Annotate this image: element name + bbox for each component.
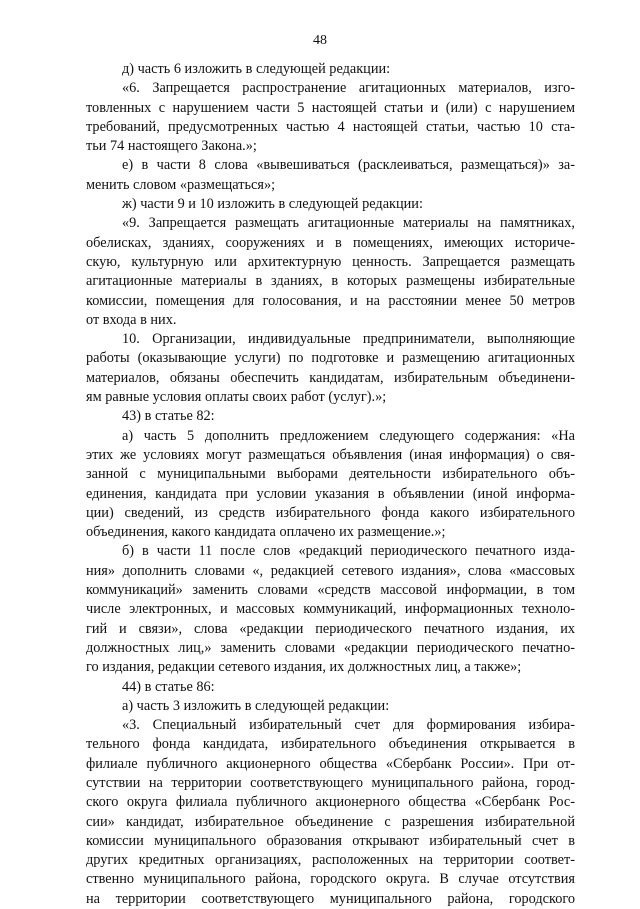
text-line: агитационные материалы в зданиях, в которых размещены избирательные bbox=[86, 273, 575, 290]
text-line: работы (оказывающие услуги) по подготовке и размещению агитационных bbox=[86, 350, 575, 367]
text-line: гий и связи», слова «редакции периодического печатного издания, их bbox=[86, 620, 575, 637]
text-line: д) часть 6 изложить в следующей редакции: bbox=[122, 61, 391, 77]
text-line: занной с муниципальными выборами деятельности избирательного объ- bbox=[86, 466, 575, 483]
text-line: «3. Специальный избирательный счет для формирования избира- bbox=[122, 717, 575, 734]
text-line: б) в части 11 после слов «редакций периодического печатного изда- bbox=[122, 543, 575, 560]
text-line: скую, культурную или архитектурную ценность. Запрещается размещать bbox=[86, 253, 575, 270]
text-line: ственно муниципального района, городского округа. В случае отсутствия bbox=[86, 871, 575, 888]
text-line: 10. Организации, индивидуальные предприниматели, выполняющие bbox=[122, 331, 575, 348]
text-line: требований, предусмотренных частью 4 настоящей статьи, частью 10 ста- bbox=[86, 118, 575, 135]
text-line: объединения, какого кандидата оплачено их размещение.»; bbox=[86, 524, 446, 541]
text-line: 43) в статье 82: bbox=[122, 408, 215, 425]
text-line: материалов, обязаны обеспечить кандидатам, избирательным объединени- bbox=[86, 369, 575, 386]
text-line: на территории соответствующего муниципального района, городского bbox=[86, 890, 575, 907]
text-line: коммуникаций» заменить словами «средств массовой информации, в том bbox=[86, 582, 575, 599]
text-line: ции) сведений, из средств избирательного фонда какого избирательного bbox=[86, 504, 575, 521]
text-line: 44) в статье 86: bbox=[122, 678, 215, 695]
text-line: а) часть 5 дополнить предложением следующего содержания: «На bbox=[122, 427, 575, 444]
text-line: филиале публичного акционерного общества «Сбербанк России». При от- bbox=[86, 755, 575, 772]
text-line: единения, кандидата при условии указания в объявлении (иной информа- bbox=[86, 485, 575, 502]
text-line: этих же условиях могут размещаться объявления (иная информация) о свя- bbox=[86, 446, 575, 463]
text-line: сутствии на территории соответствующего муниципального района, город- bbox=[86, 774, 575, 791]
document-body bbox=[86, 60, 575, 909]
text-line: ского округа филиала публичного акционерного общества «Сбербанк Рос- bbox=[86, 794, 575, 811]
text-line: «9. Запрещается размещать агитационные материалы на памятниках, bbox=[122, 215, 575, 232]
text-line: товленных с нарушением части 5 настоящей статьи и (или) с нарушением bbox=[86, 99, 575, 116]
text-line: тельного фонда кандидата, избирательного объединения открывается в bbox=[86, 736, 575, 753]
text-line: ж) части 9 и 10 изложить в следующей редакции: bbox=[122, 196, 423, 213]
text-line: ния» дополнить словами «, редакцией сетевого издания», слова «массовых bbox=[86, 562, 575, 579]
text-line: от входа в них. bbox=[86, 311, 177, 328]
text-line: комиссии муниципального образования открывают избирательный счет в bbox=[86, 832, 575, 849]
text-line: «6. Запрещается распространение агитационных материалов, изго- bbox=[122, 80, 575, 97]
text-line: комиссии, помещения для голосования, и на расстоянии менее 50 метров bbox=[86, 292, 575, 309]
text-line: тьи 74 настоящего Закона.»; bbox=[86, 138, 257, 155]
text-line: должностных лиц,» заменить словами «редакции периодического печатно- bbox=[86, 639, 575, 656]
text-line: менить словом «размещаться»; bbox=[86, 176, 276, 193]
text-line: других кредитных организациях, расположенных на территории соответ- bbox=[86, 852, 575, 869]
text-line: обелисках, зданиях, сооружениях и в помещениях, имеющих историче- bbox=[86, 234, 575, 251]
text-line: сии» кандидат, избирательное объединение с разрешения избирательной bbox=[86, 813, 575, 830]
page-number: 48 bbox=[313, 33, 327, 48]
text-line: го издания, редакции сетевого издания, их должностных лиц, а также»; bbox=[86, 659, 522, 676]
text-line: е) в части 8 слова «вывешиваться (расклеиваться, размещаться)» за- bbox=[122, 157, 575, 174]
text-line: числе электронных, и массовых коммуникаций, информационных техноло- bbox=[86, 601, 575, 618]
text-line: ям равные условия оплаты своих работ (услуг).»; bbox=[86, 389, 387, 406]
text-line: а) часть 3 изложить в следующей редакции: bbox=[122, 697, 390, 714]
